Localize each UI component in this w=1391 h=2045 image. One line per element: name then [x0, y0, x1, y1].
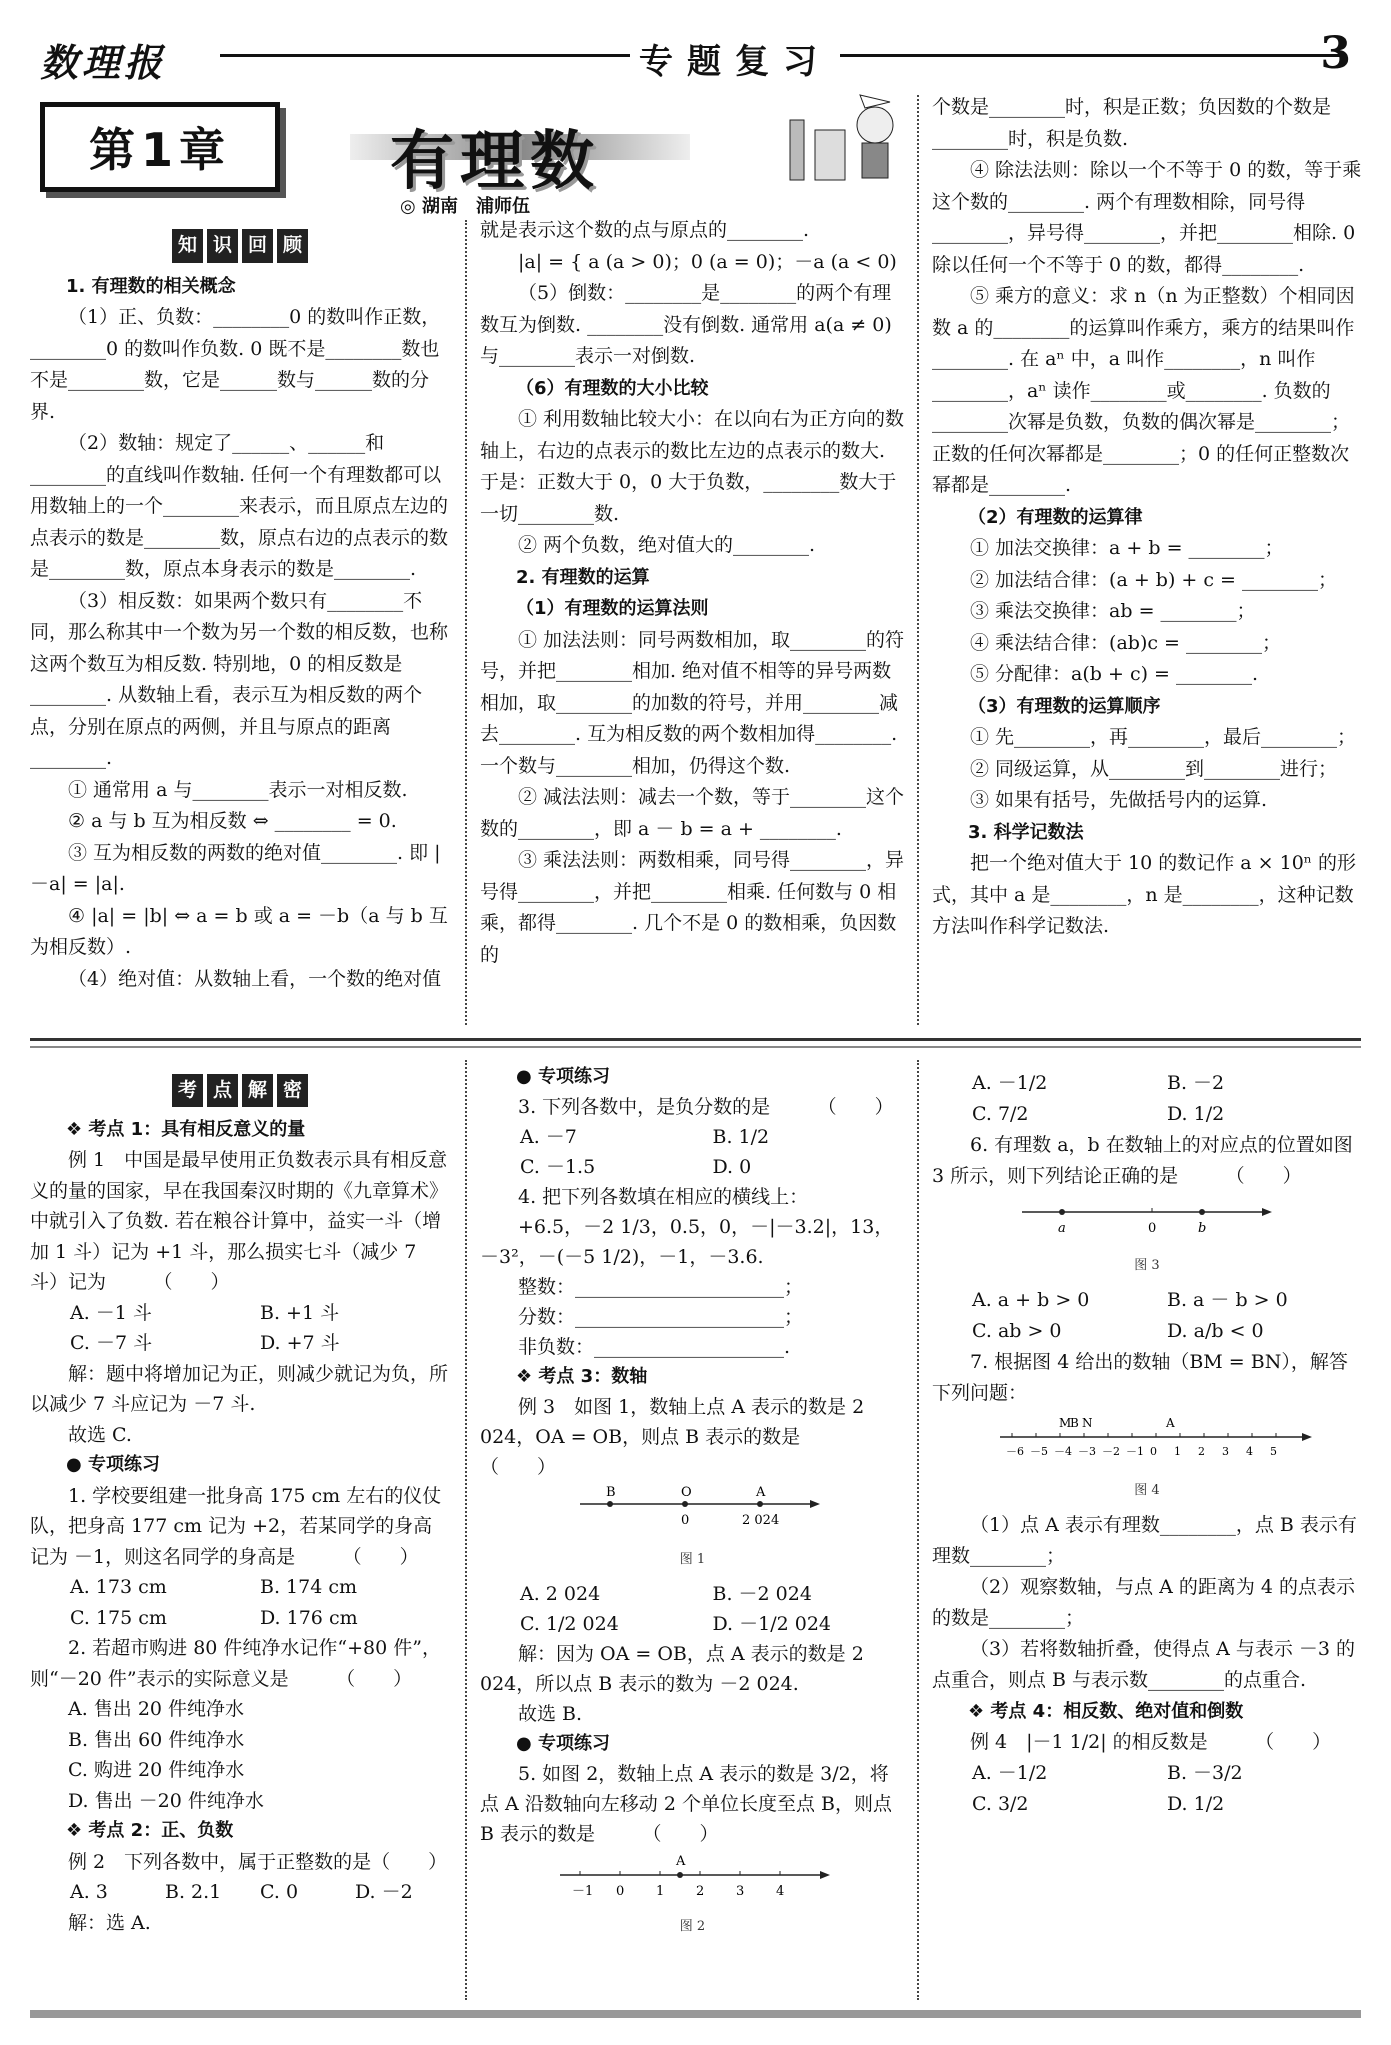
question-part: （2）观察数轴，与点 A 的距离为 4 的点表示的数是________； — [932, 1576, 1356, 1629]
paragraph: ② 减法法则：减去一个数，等于________这个数的________，即 a － b = a + ________. — [480, 786, 905, 840]
choice: C. 175 cm — [70, 1606, 167, 1629]
tick: －1 — [572, 1884, 594, 1899]
review-column-3 — [932, 92, 1362, 943]
choice-list — [932, 1758, 1362, 1820]
label-a: a — [1058, 1221, 1066, 1236]
solution: 解：因为 OA = OB，点 A 表示的数是 2 024，所以点 B 表示的数为 －2 024. — [480, 1643, 864, 1695]
tick: 4 — [776, 1884, 785, 1899]
exam-column-3 — [932, 1068, 1362, 1820]
paragraph: ③ 乘法法则：两数相乘，同号得________，异号得________，并把________相乘. 任何数与 0 相乘，都得________. 几个不是 0 的数相乘，负因数的 — [480, 849, 905, 966]
tick: 2 — [696, 1884, 705, 1899]
choice: D. +7 斗 — [260, 1332, 340, 1354]
choice: B. +1 斗 — [260, 1301, 340, 1324]
practice-heading: ● 专项练习 — [516, 1733, 610, 1754]
tick-label: 4 — [1246, 1445, 1253, 1458]
header-rule-left — [220, 54, 630, 57]
paragraph: 个数是________时，积是正数；负因数的个数是________时，积是负数. — [932, 96, 1332, 150]
number-line-fig2 — [480, 1853, 905, 1903]
tick-label: －2 — [1102, 1445, 1120, 1458]
tick-label: －6 — [1006, 1445, 1024, 1458]
choice: A. 173 cm — [70, 1576, 167, 1598]
label-B: B — [606, 1486, 616, 1500]
chapter-title-band — [350, 110, 690, 199]
tick: 0 — [616, 1884, 625, 1899]
key-point-heading: ❖ 考点 2：正、负数 — [66, 1820, 234, 1841]
paragraph: 把一个绝对值大于 10 的数记作 a × 10ⁿ 的形式，其中 a 是________，n 是________，这种记数方法叫作科学记数法. — [932, 852, 1357, 937]
paragraph: ② 同级运算，从________到________进行； — [970, 757, 1338, 780]
choice: A. －1/2 — [972, 1762, 1048, 1784]
section-header-exam: 考 点 解 密 — [30, 1074, 450, 1107]
choice: D. 0 — [712, 1156, 752, 1178]
absolute-value-formula: |a| = { a (a > 0)；0 (a = 0)；－a (a < 0) — [518, 250, 897, 273]
figure-1 — [480, 1486, 905, 1575]
figure-2 — [480, 1853, 905, 1942]
exam-column-2 — [480, 1062, 905, 1946]
label-b: b — [1198, 1221, 1207, 1236]
section-header-review: 知 识 回 顾 — [30, 229, 450, 263]
header-rule-right — [840, 54, 1340, 57]
subheading: 3. 科学记数法 — [968, 821, 1084, 843]
question: 5. 如图 2，数轴上点 A 表示的数是 3/2，将点 A 沿数轴向左移动 2 个单位长度至点 B，则点 B 表示的数是 （ ） — [480, 1763, 892, 1845]
question-part: （3）若将数轴折叠，使得点 A 与表示 －3 的点重合，则点 B 与表示数________的点重合. — [932, 1638, 1356, 1691]
question: 4. 把下列各数填在相应的横线上： — [518, 1186, 809, 1208]
choice: A. －1 斗 — [70, 1301, 152, 1324]
paragraph: ③ 如果有括号，先做括号内的运算. — [970, 789, 1268, 811]
paragraph: ⑤ 乘方的意义：求 n（n 为正整数）个相同因数 a 的________的运算叫作乘方，乘方的结果叫作________. 在 aⁿ 中，a 叫作________，n 叫作________，aⁿ 读作________或________. 负数的________次幂是负数，负数的偶次幂是________；正数的任何次幂都是________；0 的任何正整数次幂都是________. — [932, 285, 1355, 496]
key-point-heading: ❖ 考点 4：相反数、绝对值和倒数 — [968, 1701, 1244, 1722]
paragraph: ④ |a| = |b| ⇔ a = b 或 a = －b（a 与 b 互为相反数）. — [30, 904, 448, 958]
choice: D. －1/2 024 — [712, 1613, 832, 1635]
choice: D. 176 cm — [260, 1606, 358, 1629]
choice: C. ab > 0 — [972, 1320, 1062, 1342]
choice-list — [30, 1877, 450, 1908]
label-N: N — [1082, 1416, 1093, 1430]
choice: C. 购进 20 件纯净水 — [68, 1759, 245, 1781]
tick-label: 0 — [1150, 1445, 1157, 1458]
paragraph: （5）倒数：________是________的两个有理数互为倒数. ________没有倒数. 通常用 a(a ≠ 0) 与________表示一对倒数. — [480, 282, 892, 367]
question-part: （1）点 A 表示有理数________，点 B 表示有理数________； — [932, 1514, 1357, 1567]
example-question: 例 4 |－1 1/2| 的相反数是 （ ） — [970, 1731, 1332, 1753]
subheading: （2）有理数的运算律 — [968, 506, 1143, 528]
question: 2. 若超市购进 80 件纯净水记作“+80 件”，则“－20 件”表示的实际意义是 （ ） — [30, 1637, 441, 1690]
choice: C. 0 — [260, 1881, 299, 1903]
paragraph: （4）绝对值：从数轴上看，一个数的绝对值 — [68, 967, 442, 990]
paragraph: ③ 互为相反数的两数的绝对值________. 即 |－a| = |a|. — [30, 841, 441, 895]
solution: 解：选 A. — [68, 1911, 151, 1934]
choice-list — [480, 1579, 905, 1639]
paragraph: ① 利用数轴比较大小：在以向右为正方向的数轴上，右边的点表示的数比左边的点表示的数大. 于是：正数大于 0，0 大于负数，________数大于一切________数. — [480, 408, 905, 525]
figure-caption: 图 3 — [1134, 1258, 1160, 1273]
choice-list — [932, 1068, 1362, 1130]
choice: B. a － b > 0 — [1167, 1289, 1288, 1311]
choice: D. 1/2 — [1167, 1793, 1225, 1815]
paragraph: ② 加法结合律：(a + b) + c = ________； — [970, 568, 1337, 591]
paragraph: 就是表示这个数的点与原点的________. — [480, 219, 810, 241]
exam-column-1 — [30, 1070, 450, 1938]
example-question: 例 3 如图 1，数轴上点 A 表示的数是 2 024，OA = OB，则点 B 表示的数是 （ ） — [480, 1396, 865, 1478]
tick: 1 — [656, 1884, 665, 1899]
column-divider — [917, 1060, 919, 2000]
paragraph: ④ 乘法结合律：(ab)c = ________； — [970, 631, 1281, 654]
choice: A. 3 — [70, 1881, 108, 1903]
topic-title: 专题复习 — [639, 42, 831, 82]
choice-list — [30, 1572, 450, 1633]
column-divider — [465, 1060, 467, 2000]
label-B: B — [1070, 1416, 1079, 1430]
choice: D. 售出 －20 件纯净水 — [68, 1789, 264, 1812]
figure-3 — [932, 1196, 1362, 1281]
choice-list — [480, 1122, 905, 1182]
choice-list — [932, 1285, 1362, 1347]
subheading: 1. 有理数的相关概念 — [66, 275, 236, 297]
paragraph: （1）正、负数：________0 的数叫作正数，________0 的数叫作负数. 0 既不是________数也不是________数，它是______数与______数的分界. — [30, 306, 441, 423]
figure-4 — [932, 1413, 1362, 1506]
choice: B. 174 cm — [260, 1576, 358, 1598]
chapter-title: 有理数 — [390, 125, 600, 199]
bottom-rule — [30, 2010, 1361, 2018]
example-question: 例 1 中国是最早使用正负数表示具有相反意义的量的国家，早在我国秦汉时期的《九章算术》中就引入了负数. 若在粮谷计算中，益实一斗（增加 1 斗）记为 +1 斗，那么损实七斗（减少 7 斗）记为 （ ） — [30, 1149, 449, 1293]
choice: C. －7 斗 — [70, 1332, 153, 1354]
review-column-2 — [480, 215, 905, 971]
paragraph: ② 两个负数，绝对值大的________. — [518, 534, 816, 556]
figure-caption: 图 4 — [1134, 1483, 1160, 1498]
choice: C. 3/2 — [972, 1793, 1029, 1815]
paragraph: ② a 与 b 互为相反数 ⇔ ________ = 0. — [68, 810, 397, 832]
paragraph: ① 加法交换律：a + b = ________； — [970, 537, 1284, 559]
figure-caption: 图 1 — [679, 1552, 706, 1567]
label-A: A — [1166, 1416, 1175, 1430]
tick-0: 0 — [681, 1513, 690, 1528]
paragraph: ⑤ 分配律：a(b + c) = ________. — [970, 663, 1259, 685]
number-line-fig1 — [480, 1486, 905, 1536]
tick: 3 — [736, 1884, 745, 1899]
tick-label: －1 — [1126, 1445, 1144, 1458]
label-M: M — [1059, 1416, 1072, 1430]
choice: B. 2.1 — [165, 1881, 222, 1903]
answer-blank: 非负数：____________________. — [518, 1336, 791, 1358]
question: 6. 有理数 a，b 在数轴上的对应点的位置如图 3 所示，则下列结论正确的是 （ ） — [932, 1134, 1353, 1187]
page-number: 3 — [1320, 28, 1351, 79]
paragraph: ① 加法法则：同号两数相加，取________的符号，并把________相加. 绝对值不相等的异号两数相加，取________的加数的符号，并用________减去________. 互为相反数的两个数相加得________. 一个数与________相加，仍得这个数. — [480, 628, 905, 777]
tick-label: 1 — [1174, 1445, 1181, 1458]
key-point-heading: ❖ 考点 3：数轴 — [516, 1366, 648, 1387]
choice: A. 售出 20 件纯净水 — [68, 1698, 245, 1720]
answer: 故选 C. — [68, 1423, 132, 1446]
tick-label: 3 — [1222, 1445, 1229, 1458]
figure-caption: 图 2 — [679, 1919, 706, 1934]
question: 3. 下列各数中，是负分数的是 （ ） — [518, 1096, 894, 1118]
subheading: （3）有理数的运算顺序 — [968, 695, 1161, 717]
choice: A. －1/2 — [972, 1072, 1048, 1094]
question: 1. 学校要组建一批身高 175 cm 左右的仪仗队，把身高 177 cm 记为 +2，若某同学的身高记为 －1，则这名同学的身高是 （ ） — [30, 1484, 442, 1568]
subheading: 2. 有理数的运算 — [516, 566, 650, 588]
number-line-fig4 — [932, 1413, 1362, 1465]
paragraph: ③ 乘法交换律：ab = ________； — [970, 600, 1256, 622]
paragraph: ④ 除法法则：除以一个不等于 0 的数，等于乘这个数的________. 两个有理数相除，同号得________，异号得________，并把________相除. 0 除以任何一个不等于 0 的数，都得________. — [932, 159, 1362, 276]
choice: C. 7/2 — [972, 1103, 1029, 1125]
label-O: O — [681, 1486, 692, 1500]
practice-heading: ● 专项练习 — [66, 1454, 160, 1475]
author-line: ◎ 湖南 浦师伍 — [400, 196, 530, 217]
choice: A. －7 — [520, 1126, 577, 1148]
tick-label: －5 — [1030, 1445, 1048, 1458]
page-header — [40, 28, 1351, 85]
tick-label: －3 — [1078, 1445, 1096, 1458]
key-point-heading: ❖ 考点 1：具有相反意义的量 — [66, 1118, 306, 1140]
answer-blank: 分数：______________________； — [518, 1306, 804, 1328]
tick-label: 5 — [1270, 1445, 1277, 1458]
subheading: （1）有理数的运算法则 — [516, 598, 709, 619]
number-list: +6.5，－2 1/3，0.5，0，－|－3.2|，13，－3²，－(－5 1/2)，－1，－3.6. — [480, 1216, 894, 1268]
choice: B. －2 — [1167, 1072, 1225, 1094]
choice: D. a/b < 0 — [1167, 1320, 1264, 1342]
column-divider — [465, 220, 467, 1025]
choice: B. －3/2 — [1167, 1762, 1243, 1784]
section-rule — [30, 1046, 1361, 1048]
mascot-illustration — [770, 90, 920, 190]
choice: D. －2 — [355, 1881, 413, 1903]
choice: B. 售出 60 件纯净水 — [68, 1728, 245, 1751]
paragraph: （3）相反数：如果两个数只有________不同，那么称其中一个数为另一个数的相反数，也称这两个数互为相反数. 特别地，0 的相反数是________. 从数轴上看，表示互为相反数的两个点，分别在原点的两侧，并且与原点的距离________. — [30, 589, 449, 769]
tick-2024: 2 024 — [742, 1513, 780, 1528]
choice: B. －2 024 — [712, 1583, 812, 1605]
example-question: 例 2 下列各数中，属于正整数的是（ ） — [68, 1850, 448, 1873]
paragraph: ① 先________，再________，最后________； — [970, 726, 1357, 748]
question: 7. 根据图 4 给出的数轴（BM = BN），解答下列问题： — [932, 1351, 1348, 1404]
practice-heading: ● 专项练习 — [516, 1066, 610, 1087]
choice: D. 1/2 — [1167, 1103, 1225, 1125]
tick-label: －4 — [1054, 1445, 1072, 1458]
section-rule — [30, 1038, 1361, 1041]
label-A: A — [676, 1854, 686, 1869]
number-line-fig3 — [932, 1196, 1362, 1240]
tick-0: 0 — [1148, 1221, 1157, 1236]
choice: C. 1/2 024 — [520, 1613, 619, 1635]
answer: 故选 B. — [518, 1703, 583, 1725]
choice: A. 2 024 — [520, 1583, 601, 1605]
choice-list — [30, 1298, 450, 1359]
review-column-1 — [30, 225, 450, 995]
paragraph: （2）数轴：规定了______、______和________的直线叫作数轴. 任何一个有理数都可以用数轴上的一个________来表示，而且原点左边的点表示的数是________数，原点右边的点表示的数是________数，原点本身表示的数是________. — [30, 432, 449, 580]
choice: C. －1.5 — [520, 1156, 596, 1178]
label-A: A — [756, 1486, 766, 1500]
subheading: （6）有理数的大小比较 — [516, 377, 709, 399]
answer-blank: 整数：______________________； — [518, 1276, 804, 1298]
chapter-label: 第1章 — [40, 102, 280, 192]
choice: A. a + b > 0 — [972, 1289, 1090, 1311]
choice: B. 1/2 — [712, 1126, 770, 1148]
solution: 解：题中将增加记为正，则减少就记为负，所以减少 7 斗应记为 －7 斗. — [30, 1362, 449, 1415]
paragraph: ① 通常用 a 与________表示一对相反数. — [68, 778, 408, 801]
column-divider — [917, 95, 919, 1025]
tick-label: 2 — [1198, 1445, 1205, 1458]
brand-name: 数理报 — [40, 40, 167, 85]
